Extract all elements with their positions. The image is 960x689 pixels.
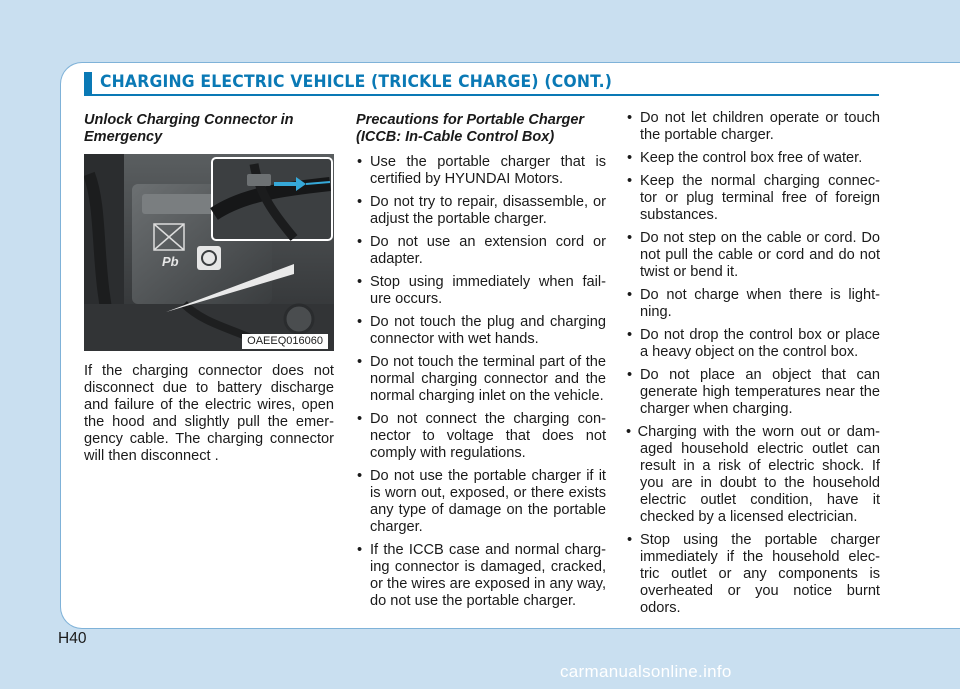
list-item: • Charging with the worn out or dam-aged household electric outlet can result in a risk of electric shock. If you are in doubt to the household electric outlet condition, have it checked by a licensed electrician.	[626, 424, 880, 525]
list-item: • If the ICCB case and normal charg-ing connector is damaged, cracked, or the wires are exposed in any way, do not use the portable charger.	[356, 542, 606, 610]
header-divider	[84, 94, 879, 96]
list-item: • Do not step on the cable or cord. Do not pull the cable or cord and do not twist or bend it.	[626, 230, 880, 281]
precautions-list-continued	[626, 110, 880, 617]
list-item: • Do not touch the plug and charging connector with wet hands.	[356, 314, 606, 348]
section-title: CHARGING ELECTRIC VEHICLE (TRICKLE CHARGE) (CONT.)	[100, 72, 613, 92]
list-item: • Use the portable charger that is certified by HYUNDAI Motors.	[356, 154, 606, 188]
precautions-list	[356, 154, 606, 610]
precautions-heading: Precautions for Portable Charger (ICCB: In-Cable Control Box)	[356, 112, 585, 145]
page-number: H40	[58, 630, 87, 647]
list-item: • Do not try to repair, disassemble, or adjust the portable charger.	[356, 194, 606, 228]
engine-bay-illustration	[84, 154, 334, 351]
list-item: • Do not touch the terminal part of the normal charging connector and the normal charging inlet on the vehicle.	[356, 354, 606, 405]
right-column	[626, 110, 880, 623]
emergency-unlock-heading: Unlock Charging Connector in Emergency	[84, 112, 294, 145]
middle-column	[356, 110, 606, 616]
list-item: • Do not drop the control box or place a heavy object on the control box.	[626, 327, 880, 361]
header-accent-bar	[84, 72, 92, 94]
list-item: • Stop using immediately when fail-ure occurs.	[356, 274, 606, 308]
list-item: • Do not connect the charging con-nector to voltage that does not comply with regulations.	[356, 411, 606, 462]
list-item: • Do not use the portable charger if it is worn out, exposed, or there exists any type of damage on the portable charger.	[356, 468, 606, 536]
pb-label: Pb	[162, 254, 179, 269]
emergency-unlock-paragraph: If the charging connector does not disconnect due to battery discharge and failure of the electric wires, open the hood and slightly pull the emer-gency cable. The charging connector will then disconnect .	[84, 363, 334, 464]
list-item: • Do not let children operate or touch the portable charger.	[626, 110, 880, 144]
list-item: • Do not use an extension cord or adapter.	[356, 234, 606, 268]
list-item: • Keep the control box free of water.	[626, 150, 880, 167]
list-item: • Do not place an object that can generate high temperatures near the charger when charging.	[626, 367, 880, 418]
engine-bay-figure	[84, 154, 334, 351]
watermark: carmanualsonline.info	[560, 662, 732, 681]
list-item: • Do not charge when there is light-ning.	[626, 287, 880, 321]
figure-caption: OAEEQ016060	[242, 334, 328, 349]
left-column	[84, 110, 334, 465]
list-item: • Stop using the portable charger immediately if the household elec-tric outlet or any components is overheated or you notice burnt odors.	[626, 532, 880, 617]
list-item: • Keep the normal charging connec-tor or plug terminal free of foreign substances.	[626, 173, 880, 224]
